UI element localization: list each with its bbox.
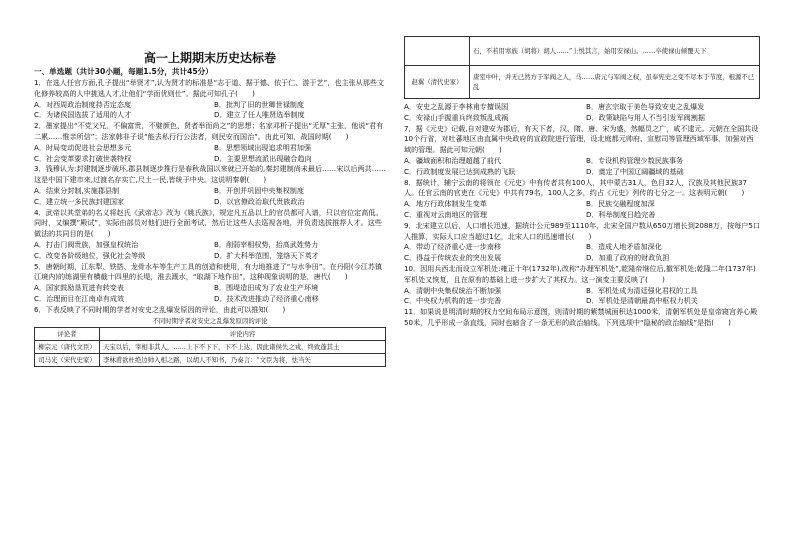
option-d[interactable]: D．以官僚政治取代贵族政治 bbox=[214, 196, 305, 206]
option-d[interactable]: D．政策缺陷与用人不当引发军阀割据 bbox=[586, 112, 705, 122]
option-b[interactable]: B．军机处成为清廷强化君权的工具 bbox=[586, 285, 698, 295]
option-c[interactable]: C．建立统一多民族封建国家 bbox=[34, 196, 125, 206]
option-a[interactable]: A．疆域面积和治理超越了前代 bbox=[404, 155, 502, 165]
option-a[interactable]: A．清朝中央集权统治不断加强 bbox=[404, 285, 502, 295]
question-11 bbox=[404, 307, 760, 329]
option-d[interactable]: D．主要思想流派出现融合趋向 bbox=[214, 153, 312, 163]
option-c[interactable]: C．安禄山手握重兵终致叛乱成祸 bbox=[404, 112, 509, 122]
option-c[interactable]: C．中央权力机构的进一步完善 bbox=[404, 296, 502, 306]
question-9 bbox=[404, 221, 760, 264]
question-8 bbox=[404, 178, 760, 221]
question-4 bbox=[34, 208, 386, 262]
question-stem: 2．墨家提出“不党父兄，不偏富贵，不嬖颜色，贤者举而尚之”的思想；名家邓析子提出“无厚”主张，他说“君有二累……惟亲所信”；法家韩非子说“能去私行行公法者，则民安而国治”。由此可知，战国时期( ) bbox=[34, 121, 384, 141]
question-stem: 5．唐朝时期，江东犁、铁搭、龙骨水车等生产工具的创造和使用，有力地推进了“与水争田”。在丹阳(今江苏镇江境内)的练湖里有横截十四里的长堤，淮去溉水，“取湖下地作田”。这种现象说明的是，唐代( ) bbox=[34, 261, 383, 282]
question-stem: 6．下表反映了不同时期的学者对安史之乱爆发原因的评论，由此可以推知( ) bbox=[34, 304, 286, 314]
table-cell: 司马光（宋代史家） bbox=[35, 353, 100, 366]
question-10 bbox=[404, 264, 760, 307]
option-d[interactable]: D．扩大科举范围，笼络天下英才 bbox=[214, 250, 319, 260]
column-header: 评论者 bbox=[35, 327, 100, 340]
table-caption: 不同时期学者对安史之乱爆发原因的评论 bbox=[152, 316, 268, 325]
q6-table-continued bbox=[404, 36, 760, 99]
table-cell: 赵翼（清代史家） bbox=[405, 66, 470, 99]
option-b[interactable]: B．思想领域出现追求明君加强 bbox=[214, 142, 312, 152]
option-a[interactable]: A．结束分封制,实施郡县制 bbox=[34, 185, 120, 195]
question-stem: 1．在选人任官方面,孔子提出“举贤才”,认为贤才的标准是“志于道、据于德、依于仁、游于艺”，也主张从那些文化修养较高的人中挑选人才,让他们“学而优则仕”。据此可知孔子( ) bbox=[34, 78, 385, 98]
table-cell: 柳宗元（唐代文臣） bbox=[35, 340, 100, 353]
table-cell bbox=[405, 37, 470, 66]
option-b[interactable]: B．专设机构管理少数民族事务 bbox=[586, 155, 684, 165]
option-a[interactable]: A．带动了经济重心进一步南移 bbox=[404, 242, 502, 252]
option-d[interactable]: D．奠定了中国辽阔疆域的基础 bbox=[586, 166, 684, 176]
option-a[interactable]: A．国家鼓励垦荒进有转变表 bbox=[34, 283, 124, 293]
option-a[interactable]: A．地方行政体制发生变革 bbox=[404, 199, 487, 209]
exam-title: 高一上期期末历史达标卷 bbox=[143, 51, 276, 65]
question-5 bbox=[34, 262, 386, 305]
table-row bbox=[405, 37, 760, 66]
option-c[interactable]: C．社会变革要求打破世袭特权 bbox=[34, 153, 132, 163]
option-b[interactable]: B．民族交融程度加深 bbox=[586, 199, 655, 209]
question-2 bbox=[34, 121, 386, 164]
option-b[interactable]: B．削弱宰相权势，抬高武姓势力 bbox=[214, 239, 319, 249]
option-b[interactable]: B．批判了旧的世卿世禄制度 bbox=[214, 99, 304, 109]
table-cell: 唐室中叶，并无已然方于军阀之人，马……唐元与军阀之权，虽奉宪史之变不尽本于节度，根源不已乱 bbox=[470, 66, 760, 99]
option-a[interactable]: A．对西周政治制度持否定态度 bbox=[34, 99, 132, 109]
table-row bbox=[35, 340, 386, 353]
table-header-row bbox=[35, 327, 386, 340]
left-column bbox=[34, 0, 386, 367]
option-b[interactable]: B．造成人地矛盾加深化 bbox=[586, 242, 662, 252]
question-1 bbox=[34, 78, 386, 121]
question-stem: 11．如果说是明清时期的权力空间布局示意图，则清时期的紫禁城面积达1000米，清朝军机处是皇帝寝宫养心殿50米，几乎形成一条直线，同时也暗含了一条无形的政治轴线。下列选项中“隐秘的政治轴线”是指( ) bbox=[404, 307, 758, 327]
option-a[interactable]: A．打击门阀贵族，加强皇权统治 bbox=[34, 239, 139, 249]
table-cell: 天宝以后，宰相非其人，……上下不下下，下不上达，因此诸侯失之戎，终致蓬其土 bbox=[100, 340, 386, 353]
column-header: 评论内容 bbox=[100, 327, 386, 340]
option-b[interactable]: B．围堤造田成为了农业生产环境 bbox=[214, 283, 319, 293]
q6-table bbox=[34, 327, 386, 367]
question-stem: 7．据《元史》记载,自对建安为郡后，有天下者，汉、隋、唐、宋为盛，然幅员之广，咸不逮元。元朝在全国共设10个行省，对吐蕃地区由直属中央政府的宣政院进行管理，设北庭都元帅府、宣慰司等管理西域军事，加强对西域的管理。据此可知元朝( ) bbox=[404, 123, 759, 155]
right-column bbox=[404, 36, 760, 329]
question-7 bbox=[404, 124, 760, 178]
question-stem: 4．武帝以其堂弟的名义将赵氏《武帝志》改为《姚氏族》，规定凡五品以上的官员都可入谱，只以官位定高低。同时，又编撰“殿试”，实际由部员对他们进行全面考试，然后让这些人去巡视各地，并负责选拔推荐人才。这些做法的共同目的是( ) bbox=[34, 207, 383, 239]
question-3 bbox=[34, 164, 386, 207]
option-d[interactable]: D．建立了任人唯贤选举制度 bbox=[214, 110, 305, 120]
option-b[interactable]: B．唐玄宗取于美色导致安史之乱爆发 bbox=[586, 102, 705, 111]
table-cell: 李林甫欲杜绝边帅入相之路，以胡人不知书，乃奏言：“文臣为将，怯当矢 bbox=[100, 353, 386, 366]
option-c[interactable]: C．得益于传统农业的突出发展 bbox=[404, 253, 502, 263]
option-d[interactable]: D．科举制度日趋完善 bbox=[586, 209, 656, 219]
table-row bbox=[405, 66, 760, 99]
option-b[interactable]: B．开创并巩固中央集权制度 bbox=[214, 185, 304, 195]
option-d[interactable]: D．军机处是清朝最高中枢权力机关 bbox=[586, 296, 698, 306]
section-heading: 一、单选题（共计30小题，每题1.5分，共计45分） bbox=[34, 67, 213, 76]
question-stem: 3．钱穆认为:封建制逐步破坏,郡县制逐步推行是春秋战国以来就已开始的,秦封建制尚未最后……宋以后两共……这是中国下建市来,过渡名存实亡,尺土一民,皆统于中央。这说明秦朝( ) bbox=[34, 164, 386, 185]
table-row bbox=[35, 353, 386, 366]
option-a[interactable]: A．时局变动促进社会思想多元 bbox=[34, 142, 132, 152]
option-c[interactable]: C．重视对云南地区的管理 bbox=[404, 209, 487, 219]
question-6 bbox=[34, 305, 386, 367]
table-cell: 石，不若用寒族（胡将）胡人……”上悦其言，始用安禄山。……卒使禄山倾覆天下 bbox=[470, 37, 760, 66]
option-c[interactable]: C．治理面目在江南卓有成效 bbox=[34, 293, 125, 303]
option-d[interactable]: D．技术改进推动了经济重心南移 bbox=[214, 293, 319, 303]
option-c[interactable]: C．行政制度发展已达到成熟的飞跃 bbox=[404, 166, 516, 176]
option-d[interactable]: D．加重了政府的财政负担 bbox=[586, 253, 670, 263]
question-stem: 10．因用兵西北而设立军机处:雍正十年(1732年),改称“办理军机处”,乾隆帝继位后,撤军机处;乾隆二年(1737年)军机处又恢复，且在原有的基础上进一步扩大了其权力。这一演变主要反映了( ) bbox=[404, 263, 756, 284]
option-c[interactable]: C．为诸侯国选拔了适用的人才 bbox=[34, 110, 132, 120]
q6-options bbox=[404, 102, 760, 124]
question-stem: 9．北宋建立以后，人口增长迅速，据统计公元989至1110年，北宋全国户数从650万增长到2088万，按每户5口人推算，实际人口应当超过1亿，北宋人口的迅速增长( ) bbox=[404, 220, 760, 241]
option-c[interactable]: C．改变各阶级地位，强化社会等级 bbox=[34, 250, 146, 260]
question-stem: 8．据统计，辅宁云南的将领在《元史》中有传者共有100人，其中蒙古31人，色目32人，汉族及其他民族37人。任官云南的官吏在《元史》中共有79名，100人之多，约占《元史》列传的七分之一。这表明元朝( ) bbox=[404, 177, 748, 198]
option-a[interactable]: A．安史之乱源于李林甫专擅误国 bbox=[404, 102, 509, 111]
